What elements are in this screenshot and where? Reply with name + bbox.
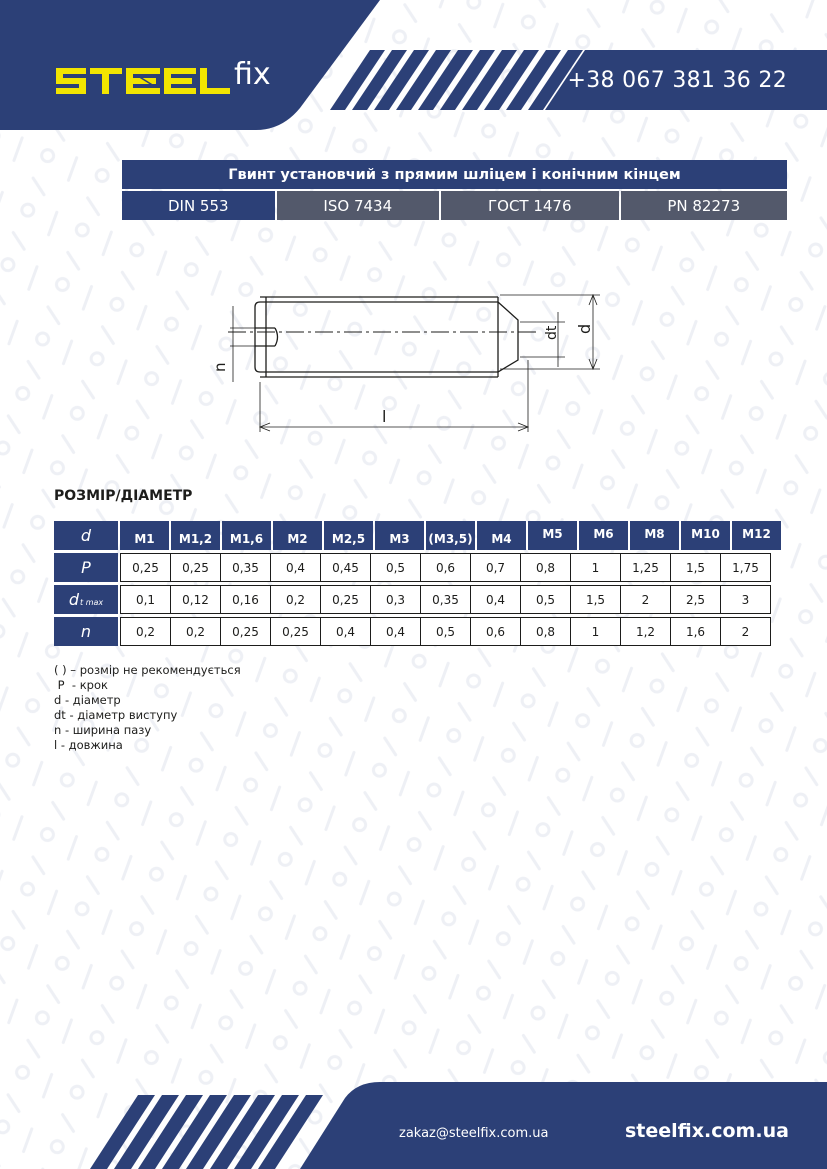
logo-accent-text: fix	[234, 57, 271, 92]
table-cell: 0,35	[220, 553, 271, 582]
phone-number[interactable]: +38 067 381 36 22	[567, 68, 787, 93]
table-cell: 0,25	[170, 553, 221, 582]
table-cell: 0,3	[370, 585, 421, 614]
size-header: M5	[528, 521, 577, 550]
size-table-title: РОЗМІР/ДІАМЕТР	[54, 488, 193, 504]
table-cell: 2	[720, 617, 771, 646]
table-cell: 1,5	[570, 585, 621, 614]
dimension-l-label: l	[382, 407, 387, 426]
table-cell: 0,5	[420, 617, 471, 646]
table-cell: 0,8	[520, 553, 571, 582]
footer-website[interactable]: steelfix.com.ua	[625, 1120, 789, 1142]
table-cell: 1,25	[620, 553, 671, 582]
table-cell: 0,4	[470, 585, 521, 614]
table-cell: 0,35	[420, 585, 471, 614]
standard-din: DIN 553	[122, 191, 275, 220]
dimension-dt-label: dt	[544, 325, 560, 340]
legend-item: n - ширина пазу	[54, 723, 152, 737]
legend-item: P - крок	[54, 678, 108, 692]
table-cell: 0,25	[320, 585, 371, 614]
size-header: M10	[681, 521, 730, 550]
row-label-n: n	[54, 617, 118, 646]
size-header: M12	[732, 521, 781, 550]
table-cell: 2,5	[670, 585, 721, 614]
header-label-d: d	[54, 521, 118, 550]
table-cell: 0,7	[470, 553, 521, 582]
table-cell: 0,6	[420, 553, 471, 582]
footer-email[interactable]: zakaz@steelfix.com.ua	[399, 1126, 549, 1141]
table-cell: 0,5	[520, 585, 571, 614]
standard-iso: ISO 7434	[277, 191, 440, 220]
table-cell: 3	[720, 585, 771, 614]
size-header: M3	[375, 521, 424, 550]
legend-item: d - діаметр	[54, 693, 121, 707]
legend-item: ( ) – розмір не рекомендується	[54, 663, 241, 677]
product-title: Гвинт установчий з прямим шліцем і конічним кінцем	[122, 160, 787, 189]
table-cell: 0,2	[270, 585, 321, 614]
standard-pn: PN 82273	[621, 191, 788, 220]
table-cell: 0,1	[120, 585, 171, 614]
table-cell: 1	[570, 617, 621, 646]
size-header: M2	[273, 521, 322, 550]
table-cell: 0,4	[320, 617, 371, 646]
table-cell: 0,45	[320, 553, 371, 582]
table-cell: 0,5	[370, 553, 421, 582]
table-cell: 0,25	[120, 553, 171, 582]
table-cell: 1,2	[620, 617, 671, 646]
table-cell: 0,8	[520, 617, 571, 646]
dimension-d-label: d	[575, 323, 594, 334]
table-cell: 0,2	[120, 617, 171, 646]
table-cell: 0,16	[220, 585, 271, 614]
table-cell: 0,25	[220, 617, 271, 646]
legend-item: dt - діаметр виступу	[54, 708, 178, 722]
row-label-p: P	[54, 553, 118, 582]
table-cell: 0,25	[270, 617, 321, 646]
table-cell: 0,12	[170, 585, 221, 614]
table-cell: 0,6	[470, 617, 521, 646]
legend-item: l - довжина	[54, 738, 123, 752]
table-cell: 1,75	[720, 553, 771, 582]
table-cell: 0,2	[170, 617, 221, 646]
size-header: M8	[630, 521, 679, 550]
row-label-dt-sub: t max	[80, 598, 104, 607]
size-header: M1,2	[171, 521, 220, 550]
standard-gost: ГОСТ 1476	[441, 191, 618, 220]
table-cell: 1,6	[670, 617, 721, 646]
table-cell: 0,4	[370, 617, 421, 646]
table-cell: 1	[570, 553, 621, 582]
size-header: M1	[120, 521, 169, 550]
size-header: M4	[477, 521, 526, 550]
size-header: M1,6	[222, 521, 271, 550]
table-cell: 1,5	[670, 553, 721, 582]
size-header: (M3,5)	[426, 521, 475, 550]
size-header: M2,5	[324, 521, 373, 550]
table-cell: 0,4	[270, 553, 321, 582]
dimension-n-label: n	[211, 362, 229, 372]
size-header: M6	[579, 521, 628, 550]
table-cell: 2	[620, 585, 671, 614]
row-label-dt-main: d	[68, 590, 80, 609]
